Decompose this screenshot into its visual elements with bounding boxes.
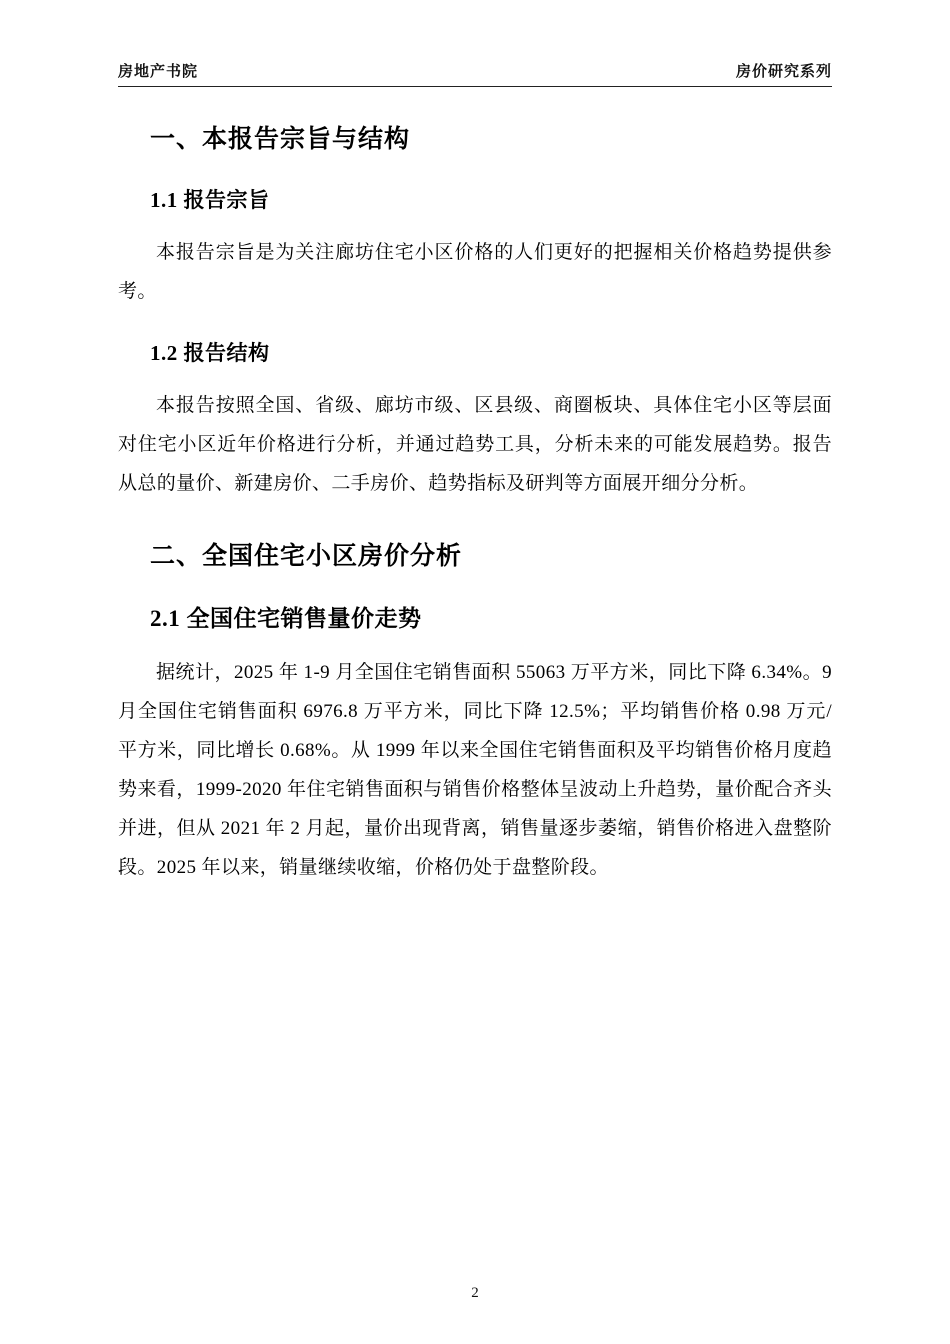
subsection-heading-1-2: 1.2 报告结构 [150, 340, 270, 365]
paragraph-1-1-1: 本报告宗旨是为关注廊坊住宅小区价格的人们更好的把握相关价格趋势提供参考。 [118, 242, 832, 302]
paragraph-1-2-1: 本报告按照全国、省级、廊坊市级、区县级、商圈板块、具体住宅小区等层面对住宅小区近年价格进行分析，并通过趋势工具，分析未来的可能发展趋势。报告从总的量价、新建房价、二手房价、趋势指标及研判等方面展开细分分析。 [118, 395, 832, 495]
page-content-area [118, 60, 832, 1304]
paragraph-2-1-1: 据统计，2025 年 1-9 月全国住宅销售面积 55063 万平方米，同比下降 6.34%。9 月全国住宅销售面积 6976.8 万平方米，同比下降 12.5%；平均销售价格 0.98 万元/平方米，同比增长 0.68%。从 1999 年以来全国住宅销售面积及平均销售价格月度趋势来看，1999-2020 年住宅销售面积与销售价格整体呈波动上升趋势，量价配合齐头并进，但从 2021 年 2 月起，量价出现背离，销售量逐步萎缩，销售价格进入盘整阶段。2025 年以来，销量继续收缩，价格仍处于盘整阶段。 [118, 662, 832, 878]
section-heading-2: 二、全国住宅小区房价分析 [150, 543, 463, 571]
page-number: 2 [471, 1285, 479, 1301]
header-left-text: 房地产书院 [118, 64, 199, 80]
subsection-heading-1-1: 1.1 报告宗旨 [150, 187, 270, 212]
header-right-text: 房价研究系列 [735, 64, 832, 80]
subsection-heading-2-1: 2.1 全国住宅销售量价走势 [150, 605, 422, 631]
section-heading-1: 一、本报告宗旨与结构 [150, 126, 411, 153]
document-body [118, 121, 832, 888]
page-header [118, 60, 832, 87]
